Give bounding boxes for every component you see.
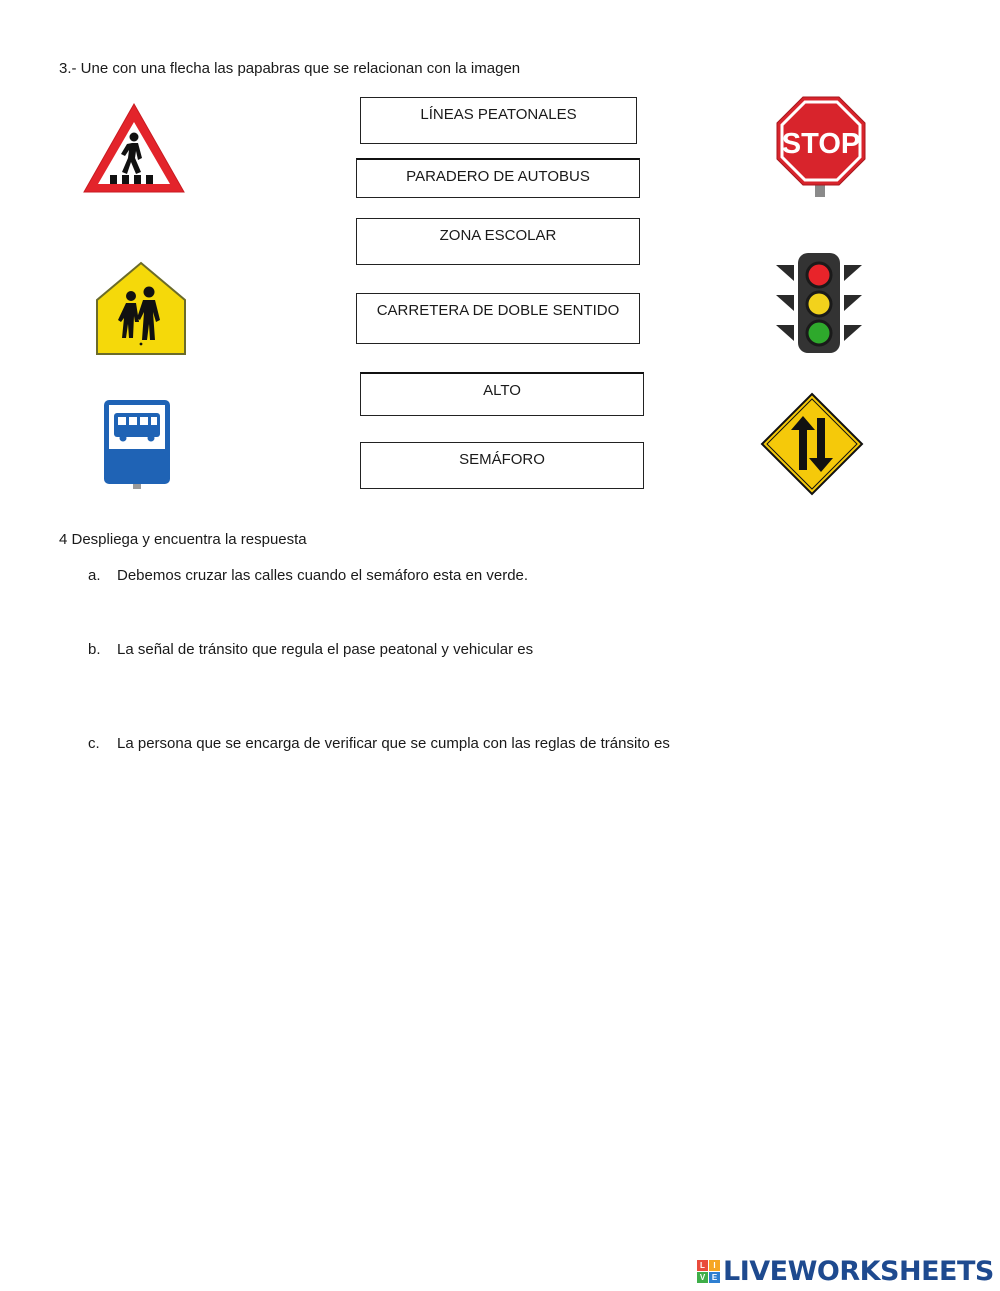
- question-c-text: La persona que se encarga de verificar que se cumpla con las reglas de tránsito es: [117, 735, 670, 752]
- question-b: [88, 641, 788, 661]
- school-zone-sign[interactable]: [93, 260, 189, 358]
- word-box-lineas-peatonales[interactable]: LÍNEAS PEATONALES: [360, 97, 637, 144]
- word-box-zona-escolar[interactable]: ZONA ESCOLAR: [356, 218, 640, 265]
- logo-letter-l: L: [697, 1260, 708, 1271]
- question-a-letter: a.: [88, 567, 101, 584]
- logo-brand-text: LIVEWORKSHEETS: [723, 1255, 994, 1287]
- question-b-letter: b.: [88, 641, 101, 658]
- question-a: [88, 567, 788, 587]
- two-way-road-sign[interactable]: [760, 392, 864, 496]
- word-box-paradero-de-autobus[interactable]: PARADERO DE AUTOBUS: [356, 158, 640, 198]
- bus-stop-sign[interactable]: [102, 398, 172, 490]
- stop-sign-text: STOP: [781, 128, 861, 160]
- logo-letter-e: E: [709, 1272, 720, 1283]
- logo-mark-icon: [697, 1260, 720, 1283]
- question-c-letter: c.: [88, 735, 100, 752]
- question-a-text: Debemos cruzar las calles cuando el semáforo esta en verde.: [117, 567, 529, 584]
- exercise-4-instruction: 4 Despliega y encuentra la respuesta: [59, 531, 307, 548]
- exercise-3-instruction: 3.- Une con una flecha las papabras que se relacionan con la imagen: [59, 60, 521, 77]
- logo-letter-i: I: [709, 1260, 720, 1271]
- liveworksheets-logo[interactable]: [697, 1254, 994, 1288]
- traffic-light[interactable]: [774, 251, 864, 355]
- word-box-carretera-de-doble-sentido[interactable]: CARRETERA DE DOBLE SENTIDO: [356, 293, 640, 344]
- stop-sign[interactable]: [775, 95, 867, 199]
- logo-letter-v: V: [697, 1272, 708, 1283]
- question-c: [88, 735, 888, 755]
- word-box-alto[interactable]: ALTO: [360, 372, 644, 416]
- word-box-semaforo[interactable]: SEMÁFORO: [360, 442, 644, 489]
- pedestrian-crossing-sign[interactable]: [80, 100, 188, 196]
- question-b-text: La señal de tránsito que regula el pase peatonal y vehicular es: [117, 641, 534, 658]
